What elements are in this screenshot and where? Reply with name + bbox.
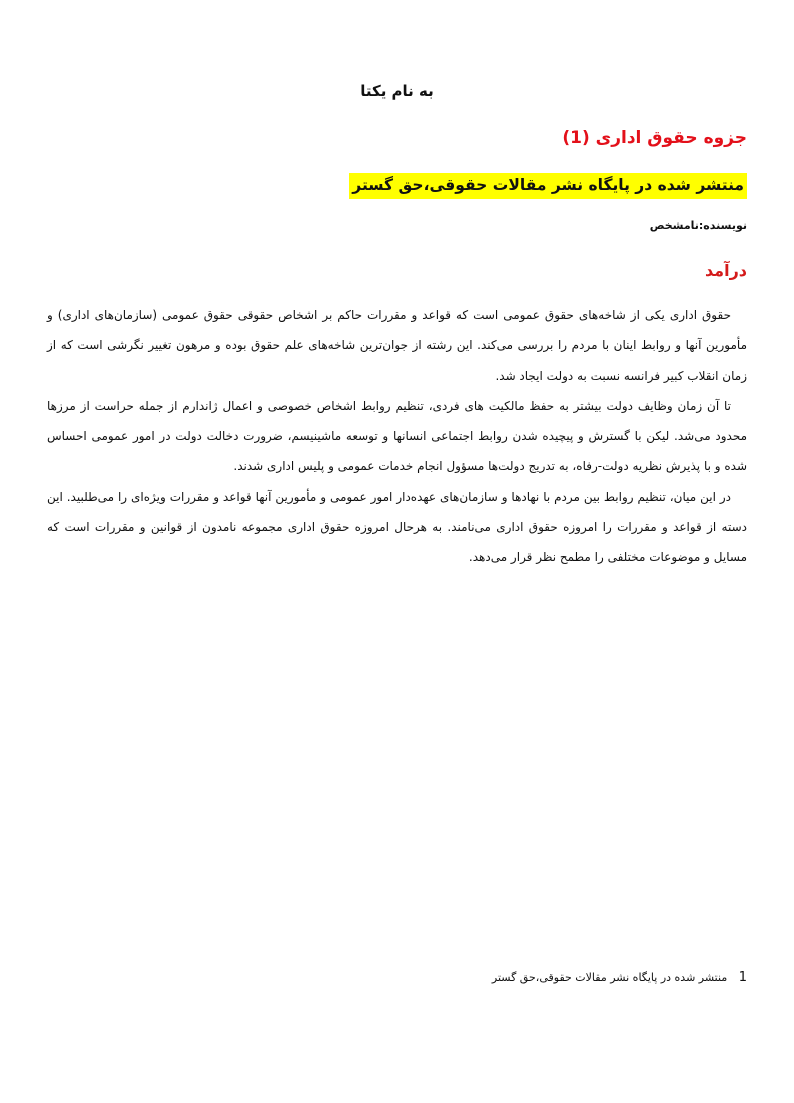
paragraph: حقوق اداری یکی از شاخه‌های حقوق عمومی است که قواعد و مقررات حاکم بر اشخاص حقوقی حقوق عمومی (سازمان‌های اداری) و مأمورین آنها و روابط اینان با مردم را بررسی می‌کند. این رشته از جوان‌ترین شاخه‌های علم حقوق بوده و مرهون تغییر نگرشی است که از زمان انقلاب کبیر فرانسه نسبت به دولت ایجاد شد.	[47, 308, 747, 383]
footnote	[492, 968, 747, 988]
basmala-heading: به نام یکتا	[360, 82, 434, 100]
body-text	[47, 300, 747, 573]
footnote-number: 1	[738, 970, 747, 985]
footnote-text: منتشر شده در پایگاه نشر مقالات حقوقی،حق گستر	[491, 971, 728, 984]
published-notice: منتشر شده در پایگاه نشر مقالات حقوقی،حق گستر	[349, 173, 747, 199]
paragraph: در این میان، تنظیم روابط بین مردم با نهادها و سازمان‌های عهده‌دار امور عمومی و مأمورین آنها قواعد و مقررات ویژه‌ای را می‌طلبید. این دسته از قواعد و مقررات را امروزه حقوق اداری می‌نامند. به هرحال امروزه حقوق اداری مجموعه نامدون از قوانین و مقررات است که مسایل و موضوعات مختلفی را مطمح نظر قرار می‌دهد.	[47, 489, 747, 565]
paragraph: تا آن زمان وظایف دولت بیشتر به حفظ مالکیت های فردی، تنظیم روابط اشخاص خصوصی و اعمال ژاندارم از جمله حراست از مرزها محدود می‌شد. لیکن با گسترش و پیچیده شدن روابط اجتماعی انسانها و توسعه ماشینیسم، ضرورت دخالت دولت در امور عمومی احساس شده و با پذیرش نظریه دولت-رفاه، به تدریج دولت‌ها مسؤول انجام خدمات عمومی و پلیس اداری شدند.	[47, 398, 747, 474]
document-title: جزوه حقوق اداری (1)	[562, 128, 747, 148]
author-line: نویسنده:نامشخص	[649, 219, 747, 232]
section-heading: درآمد	[704, 261, 747, 280]
